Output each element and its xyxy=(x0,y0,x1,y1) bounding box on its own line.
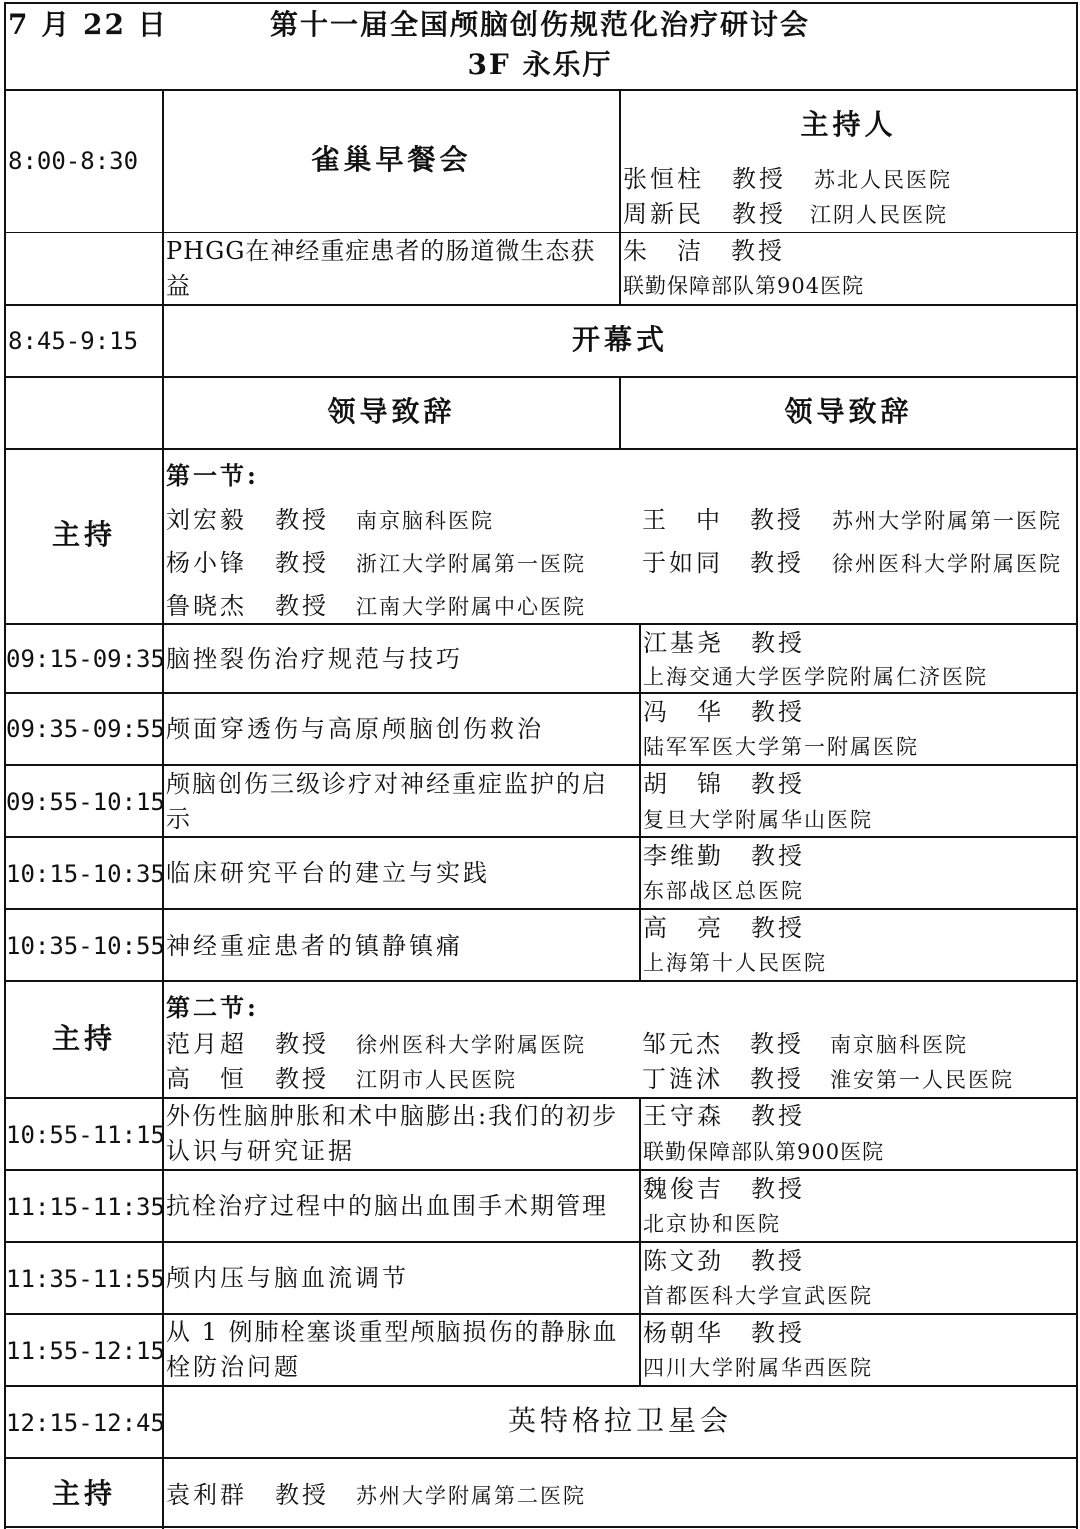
talk-topic: 栓防治问题 xyxy=(166,1353,301,1381)
host-title: 教授 xyxy=(275,1030,329,1058)
talk-speaker: 魏俊吉 教授 xyxy=(643,1175,805,1203)
talk-org: 首都医科大学宣武医院 xyxy=(643,1284,873,1308)
host-org: 江南大学附属中心医院 xyxy=(356,595,586,619)
section2-host-label: 主持 xyxy=(51,1022,116,1055)
host-title: 教授 xyxy=(750,549,804,577)
host-name: 高 恒 xyxy=(166,1065,247,1093)
talk-topic: 临床研究平台的建立与实践 xyxy=(166,859,490,887)
section2-title: 第二节: xyxy=(166,993,259,1022)
talk-org: 东部战区总医院 xyxy=(643,879,804,903)
talk-org: 四川大学附属华西医院 xyxy=(643,1356,873,1380)
host-name: 袁利群 xyxy=(166,1481,247,1509)
host-title: 教授 xyxy=(275,1065,329,1093)
talk-topic: 颅脑创伤三级诊疗对神经重症监护的启 xyxy=(166,770,608,798)
host-name: 范月超 xyxy=(166,1030,247,1058)
host-name: 王 中 xyxy=(642,506,723,534)
satellite-session-name: 英特格拉卫星会 xyxy=(507,1404,732,1437)
host-title: 教授 xyxy=(732,165,786,193)
talk-org: 上海第十人民医院 xyxy=(643,951,827,975)
host-name: 鲁晓杰 xyxy=(166,592,247,620)
breakfast-time: 8:00-8:30 xyxy=(8,147,139,175)
talk-org: 陆军军医大学第一附属医院 xyxy=(643,735,919,759)
talk-org: 联勤保障部队第900医院 xyxy=(643,1140,885,1164)
talk-topic: 颅面穿透伤与高原颅脑创伤救治 xyxy=(166,715,544,743)
final-host-label: 主持 xyxy=(51,1477,116,1510)
conference-title: 第十一届全国颅脑创伤规范化治疗研讨会 xyxy=(269,8,810,41)
host-org: 淮安第一人民医院 xyxy=(830,1068,1014,1092)
host-org: 南京脑科医院 xyxy=(356,509,494,533)
host-title: 教授 xyxy=(275,506,329,534)
talk-topic: 神经重症患者的镇静镇痛 xyxy=(166,932,463,960)
host-org: 江阴市人民医院 xyxy=(356,1068,517,1092)
talk-org: 联勤保障部队第904医院 xyxy=(623,274,865,298)
host-org: 浙江大学附属第一医院 xyxy=(356,552,586,576)
host-name: 于如同 xyxy=(642,549,723,577)
host-org: 苏州大学附属第二医院 xyxy=(356,1484,586,1508)
talk-org: 北京协和医院 xyxy=(643,1212,781,1236)
host-org: 苏州大学附属第一医院 xyxy=(832,509,1062,533)
host-org: 南京脑科医院 xyxy=(830,1033,968,1057)
talk-speaker: 李维勤 教授 xyxy=(643,842,805,870)
host-title: 教授 xyxy=(275,549,329,577)
host-title: 教授 xyxy=(275,592,329,620)
date-label: 7 月 22 日 xyxy=(8,8,168,41)
talk-time: 09:35-09:55 xyxy=(6,715,165,743)
host-org: 徐州医科大学附属医院 xyxy=(832,552,1062,576)
talk-time: 10:55-11:15 xyxy=(6,1121,165,1149)
talk-topic: 益 xyxy=(166,272,193,300)
breakfast-session-name: 雀巢早餐会 xyxy=(311,143,472,176)
host-title: 教授 xyxy=(732,200,786,228)
talk-topic: 抗栓治疗过程中的脑出血围手术期管理 xyxy=(166,1192,608,1220)
talk-time: 11:55-12:15 xyxy=(6,1337,165,1365)
talk-time: 09:15-09:35 xyxy=(6,645,165,673)
host-title: 教授 xyxy=(750,1065,804,1093)
host-title: 教授 xyxy=(750,1030,804,1058)
section1-title: 第一节: xyxy=(166,461,259,490)
talk-topic: 示 xyxy=(166,805,193,833)
host-title: 教授 xyxy=(750,506,804,534)
host-title: 教授 xyxy=(275,1481,329,1509)
talk-time: 10:35-10:55 xyxy=(6,932,165,960)
talk-time: 11:15-11:35 xyxy=(6,1193,165,1221)
talk-speaker: 朱 洁 教授 xyxy=(623,237,785,265)
hall-label: 3F 永乐厅 xyxy=(467,48,613,81)
talk-time: 09:55-10:15 xyxy=(6,788,165,816)
talk-speaker: 高 亮 教授 xyxy=(643,914,805,942)
talk-topic: 脑挫裂伤治疗规范与技巧 xyxy=(166,645,463,673)
talk-time: 11:35-11:55 xyxy=(6,1265,165,1293)
section1-host-label: 主持 xyxy=(51,518,116,551)
host-name: 邹元杰 xyxy=(642,1030,723,1058)
host-heading: 主持人 xyxy=(800,108,897,141)
talk-speaker: 胡 锦 教授 xyxy=(643,770,805,798)
leader-speech-left: 领导致辞 xyxy=(327,395,456,428)
opening-time: 8:45-9:15 xyxy=(8,327,139,355)
talk-topic: 认识与研究证据 xyxy=(166,1137,355,1165)
talk-speaker: 江基尧 教授 xyxy=(643,629,805,657)
host-name: 张恒柱 xyxy=(623,165,704,193)
talk-org: 复旦大学附属华山医院 xyxy=(643,808,873,832)
talk-org: 上海交通大学医学院附属仁济医院 xyxy=(643,665,988,689)
host-org: 苏北人民医院 xyxy=(814,168,952,192)
opening-session-name: 开幕式 xyxy=(571,323,668,356)
host-name: 丁涟沭 xyxy=(642,1065,723,1093)
talk-topic: 外伤性脑肿胀和术中脑膨出:我们的初步 xyxy=(166,1102,619,1130)
host-org: 徐州医科大学附属医院 xyxy=(356,1033,586,1057)
talk-time: 10:15-10:35 xyxy=(6,860,165,888)
leader-speech-right: 领导致辞 xyxy=(784,395,913,428)
talk-speaker: 冯 华 教授 xyxy=(643,698,805,726)
talk-speaker: 陈文劲 教授 xyxy=(643,1247,805,1275)
talk-speaker: 王守森 教授 xyxy=(643,1102,805,1130)
host-org: 江阴人民医院 xyxy=(810,203,948,227)
host-name: 周新民 xyxy=(623,200,704,228)
talk-topic: 颅内压与脑血流调节 xyxy=(166,1264,409,1292)
talk-speaker: 杨朝华 教授 xyxy=(643,1319,805,1347)
talk-topic: PHGG在神经重症患者的肠道微生态获 xyxy=(166,237,596,265)
talk-topic: 从 1 例肺栓塞谈重型颅脑损伤的静脉血 xyxy=(166,1318,619,1346)
satellite-time: 12:15-12:45 xyxy=(6,1409,165,1437)
host-name: 刘宏毅 xyxy=(166,506,247,534)
host-name: 杨小锋 xyxy=(166,549,247,577)
